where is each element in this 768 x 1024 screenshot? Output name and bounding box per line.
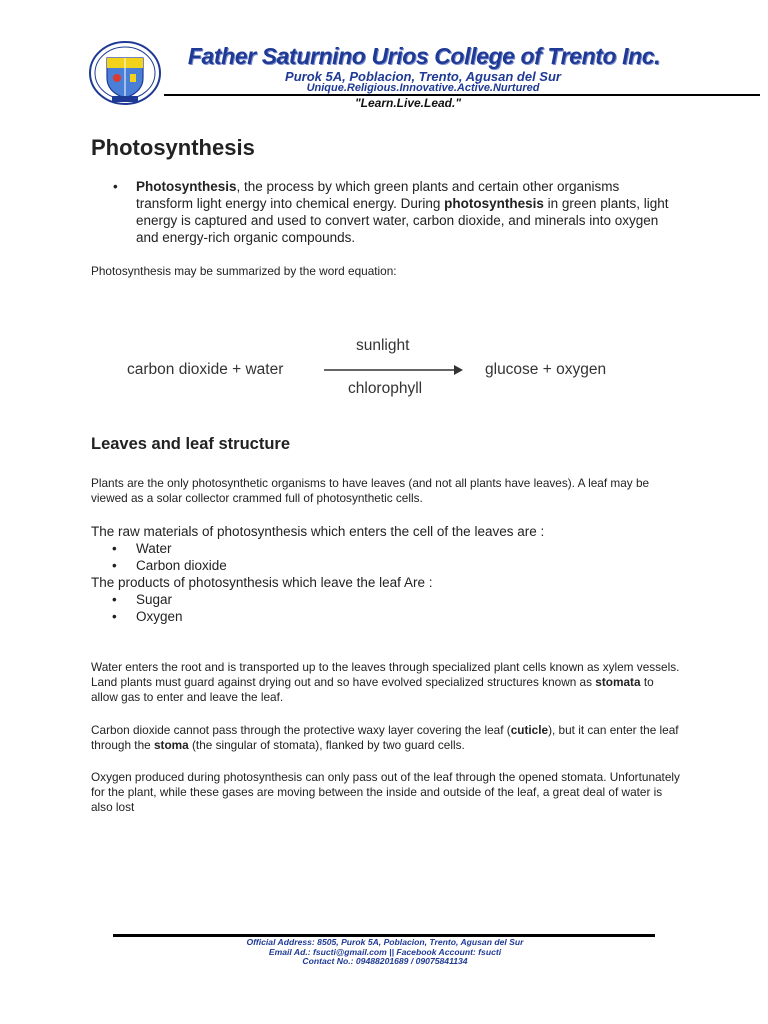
water-text-2: to allow gas to enter and leave the leaf. (91, 675, 654, 704)
college-motto: "Learn.Live.Lead." (354, 96, 462, 110)
co2-term-stoma: stoma (153, 738, 189, 752)
intro-paragraph (136, 178, 676, 246)
college-name: Father Saturnino Urios College of Trento Inc. (187, 43, 661, 69)
list-item: • Sugar (136, 591, 691, 608)
water-text-1: Water enters the root and is transported up to the leaves through specialized plant cells known as xylem vessels. Land plants must guard against drying out and so have evolved specialized structures known as (91, 660, 680, 689)
list-item: • Oxygen (136, 608, 691, 625)
college-seal-icon (88, 40, 162, 106)
products-list (91, 591, 691, 625)
water-paragraph (91, 660, 681, 705)
intro-term: Photosynthesis (136, 179, 237, 194)
raw-materials-list (91, 540, 691, 574)
leaves-paragraph: Plants are the only photosynthetic organisms to have leaves (and not all plants have leaves). A leaf may be viewed as a solar collector crammed full of photosynthetic cells. (91, 476, 650, 505)
water-term-stomata: stomata (595, 675, 641, 689)
raw-materials-intro: The raw materials of photosynthesis which enters the cell of the leaves are : (91, 524, 545, 539)
oxygen-paragraph: Oxygen produced during photosynthesis can only pass out of the leaf through the opened stomata. Unfortunately for the plant, while these gases are moving between the inside and outside of the leaf, a great deal of water is also lost (91, 770, 680, 814)
list-item: • Water (136, 540, 691, 557)
bullet-icon: • (113, 179, 118, 194)
page-title: Photosynthesis (91, 135, 255, 160)
co2-term-cuticle: cuticle (510, 723, 549, 737)
carbon-dioxide-paragraph (91, 723, 681, 753)
word-equation (120, 330, 640, 410)
intro-text-2: in green plants, light energy is captured and used to convert water, carbon dioxide, and minerals into oxygen and energy-rich organic compounds. (136, 196, 669, 245)
footer-email: Email Ad.: fsucti@gmail.com || Facebook Account: fsucti (268, 946, 502, 957)
materials-lists (91, 523, 691, 625)
arrow-right-icon (324, 363, 464, 377)
co2-text-2: ), but it can enter the leaf through the (91, 723, 679, 752)
equation-products: glucose + oxygen (485, 361, 607, 378)
footer-contact-number: Contact No.: 09488201689 / 09075841134 (302, 956, 468, 966)
summary-text: Photosynthesis may be summarized by the word equation: (91, 264, 397, 278)
list-item: • Carbon dioxide (136, 557, 691, 574)
college-core-values: Unique.Religious.Innovative.Active.Nurtured (306, 82, 540, 94)
footer-address: Official Address: 8505, Purok 5A, Poblacion, Trento, Agusan del Sur (246, 937, 524, 947)
college-address: Purok 5A, Poblacion, Trento, Agusan del Sur (285, 69, 561, 84)
intro-text-1: , the process by which green plants and certain other organisms transform light energy into chemical energy. During (136, 179, 620, 211)
letterhead (88, 40, 680, 112)
equation-condition-top: sunlight (356, 337, 410, 354)
equation-reactants: carbon dioxide + water (127, 361, 284, 378)
co2-text-3: (the singular of stomata), flanked by two guard cells. (188, 738, 465, 752)
footer-contact (180, 938, 590, 967)
co2-text-1: Carbon dioxide cannot pass through the protective waxy layer covering the leaf ( (91, 723, 511, 737)
section-heading-leaves: Leaves and leaf structure (91, 435, 290, 453)
products-intro: The products of photosynthesis which leave the leaf Are : (91, 575, 433, 590)
equation-condition-bottom: chlorophyll (348, 380, 423, 397)
intro-term-2: photosynthesis (444, 196, 544, 211)
